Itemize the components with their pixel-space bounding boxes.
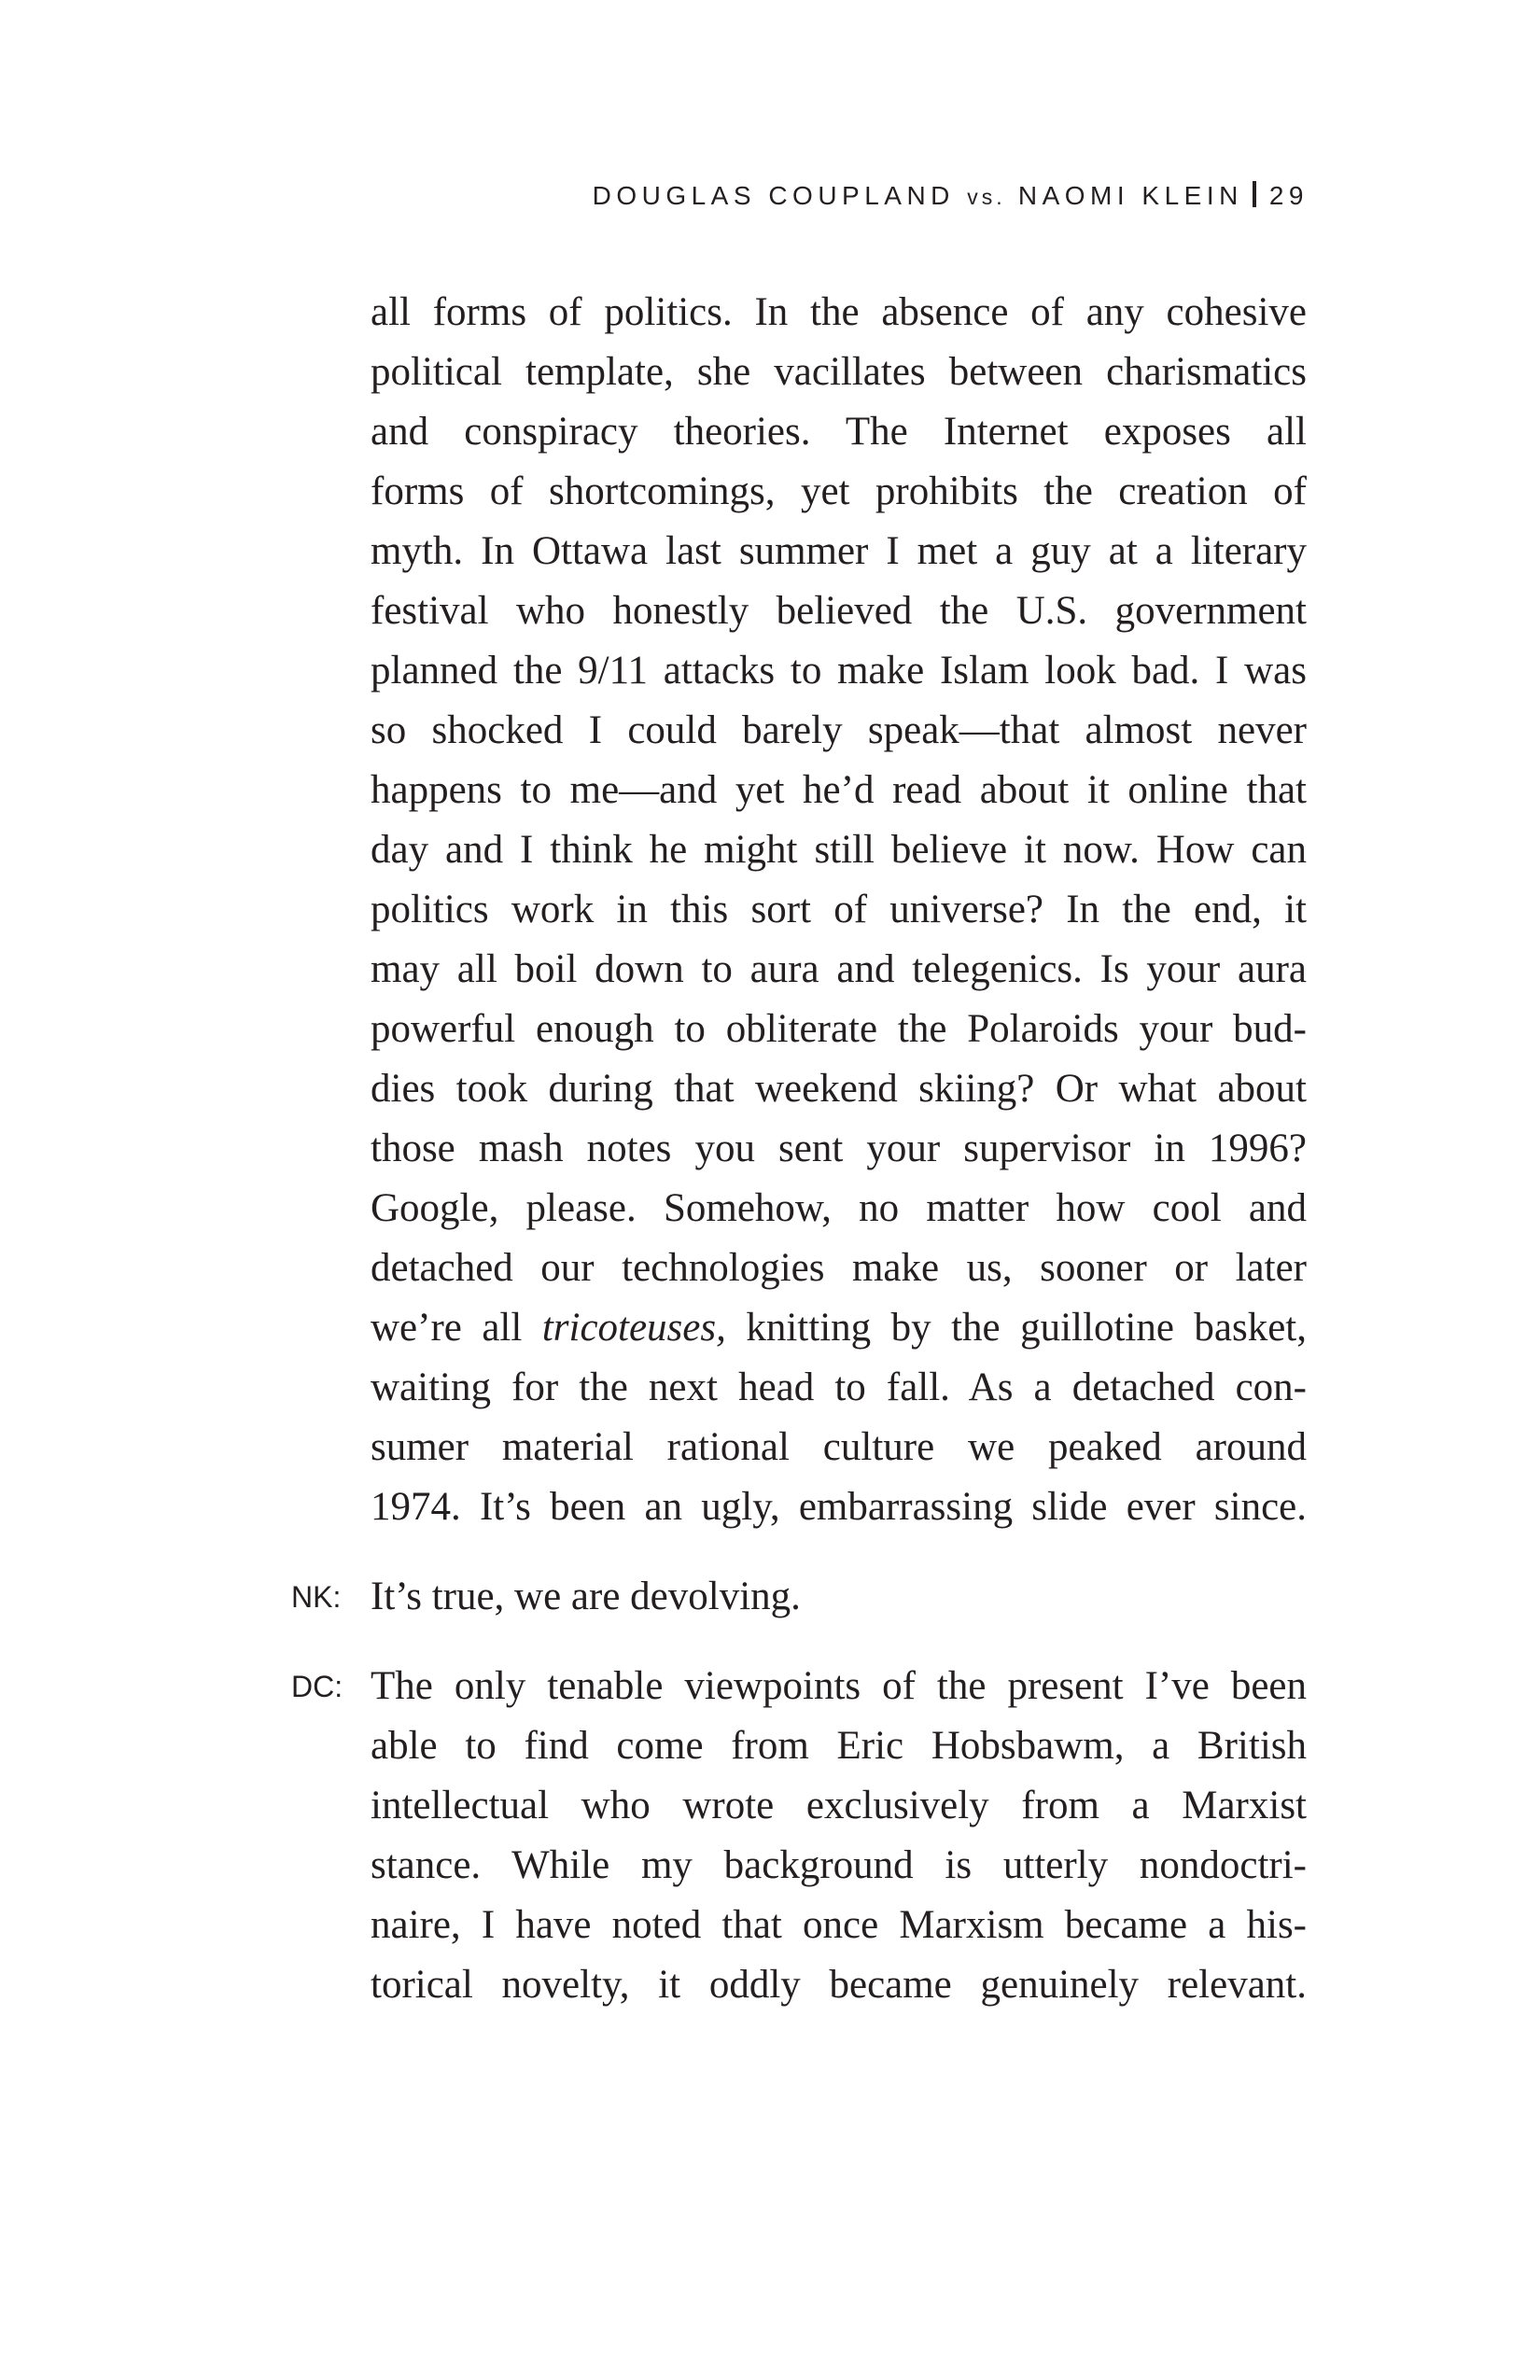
- body-line: politics work in this sort of universe? In the end, it: [371, 888, 1307, 931]
- body-line: day and I think he might still believe it now. How can: [371, 828, 1307, 872]
- body-line: torical novelty, it oddly became genuinely relevant.: [371, 1963, 1307, 2007]
- running-head-vs: vs.: [967, 185, 1006, 209]
- body-line: dies took during that weekend skiing? Or what about: [371, 1067, 1307, 1111]
- speaker-label-nk: NK:: [291, 1580, 342, 1614]
- body-line: Google, please. Somehow, no matter how cool and: [371, 1186, 1307, 1230]
- body-line: festival who honestly believed the U.S. government: [371, 589, 1307, 633]
- dc-reply: [371, 1657, 1307, 2015]
- body-line: The only tenable viewpoints of the present I’ve been: [371, 1664, 1307, 1708]
- body-line: naire, I have noted that once Marxism became a his-: [371, 1903, 1307, 1947]
- running-head: [593, 177, 1309, 216]
- body-line: 1974. It’s been an ugly, embarrassing slide ever since.: [371, 1485, 1307, 1529]
- body-line: able to find come from Eric Hobsbawm, a British: [371, 1724, 1307, 1768]
- body-line: intellectual who wrote exclusively from a Marxist: [371, 1784, 1307, 1827]
- body-line: detached our technologies make us, sooner or later: [371, 1246, 1307, 1290]
- italic-line-after: knitting by the guillotine basket,: [725, 1306, 1308, 1350]
- body-line: planned the 9/11 attacks to make Islam look bad. I was: [371, 649, 1307, 693]
- body-line: powerful enough to obliterate the Polaroids your bud-: [371, 1007, 1307, 1051]
- body-line: It’s true, we are devolving.: [371, 1575, 801, 1618]
- body-line: and conspiracy theories. The Internet exposes all: [371, 410, 1307, 454]
- body-line: political template, she vacillates between charismatics: [371, 350, 1307, 394]
- running-head-right-author: NAOMI KLEIN: [1017, 181, 1243, 210]
- body-line: forms of shortcomings, yet prohibits the creation of: [371, 469, 1307, 513]
- body-line: happens to me—and yet he’d read about it online that: [371, 768, 1307, 812]
- nk-reply: [371, 1567, 1307, 1627]
- running-head-left-author: DOUGLAS COUPLAND: [592, 181, 955, 210]
- italic-line-before: we’re all: [371, 1306, 542, 1350]
- body-line: stance. While my background is utterly nondoctri-: [371, 1843, 1307, 1887]
- speaker-label-dc: DC:: [291, 1670, 343, 1703]
- body-line: those mash notes you sent your supervisor in 1996?: [371, 1127, 1307, 1170]
- body-line: so shocked I could barely speak—that almost never: [371, 708, 1307, 752]
- body-line: myth. In Ottawa last summer I met a guy at a literary: [371, 529, 1307, 573]
- body-line-with-italic: [371, 1298, 1307, 1358]
- paragraph-continuation: [371, 283, 1307, 1537]
- body-line: all forms of politics. In the absence of any cohesive: [371, 290, 1307, 334]
- running-head-separator: [1253, 181, 1256, 207]
- body-line: sumer material rational culture we peaked around: [371, 1425, 1307, 1469]
- body-line: waiting for the next head to fall. As a detached con-: [371, 1365, 1307, 1409]
- page-number: 29: [1268, 181, 1309, 210]
- body-line: may all boil down to aura and telegenics. Is your aura: [371, 947, 1307, 991]
- italic-term: tricoteuses,: [541, 1306, 726, 1350]
